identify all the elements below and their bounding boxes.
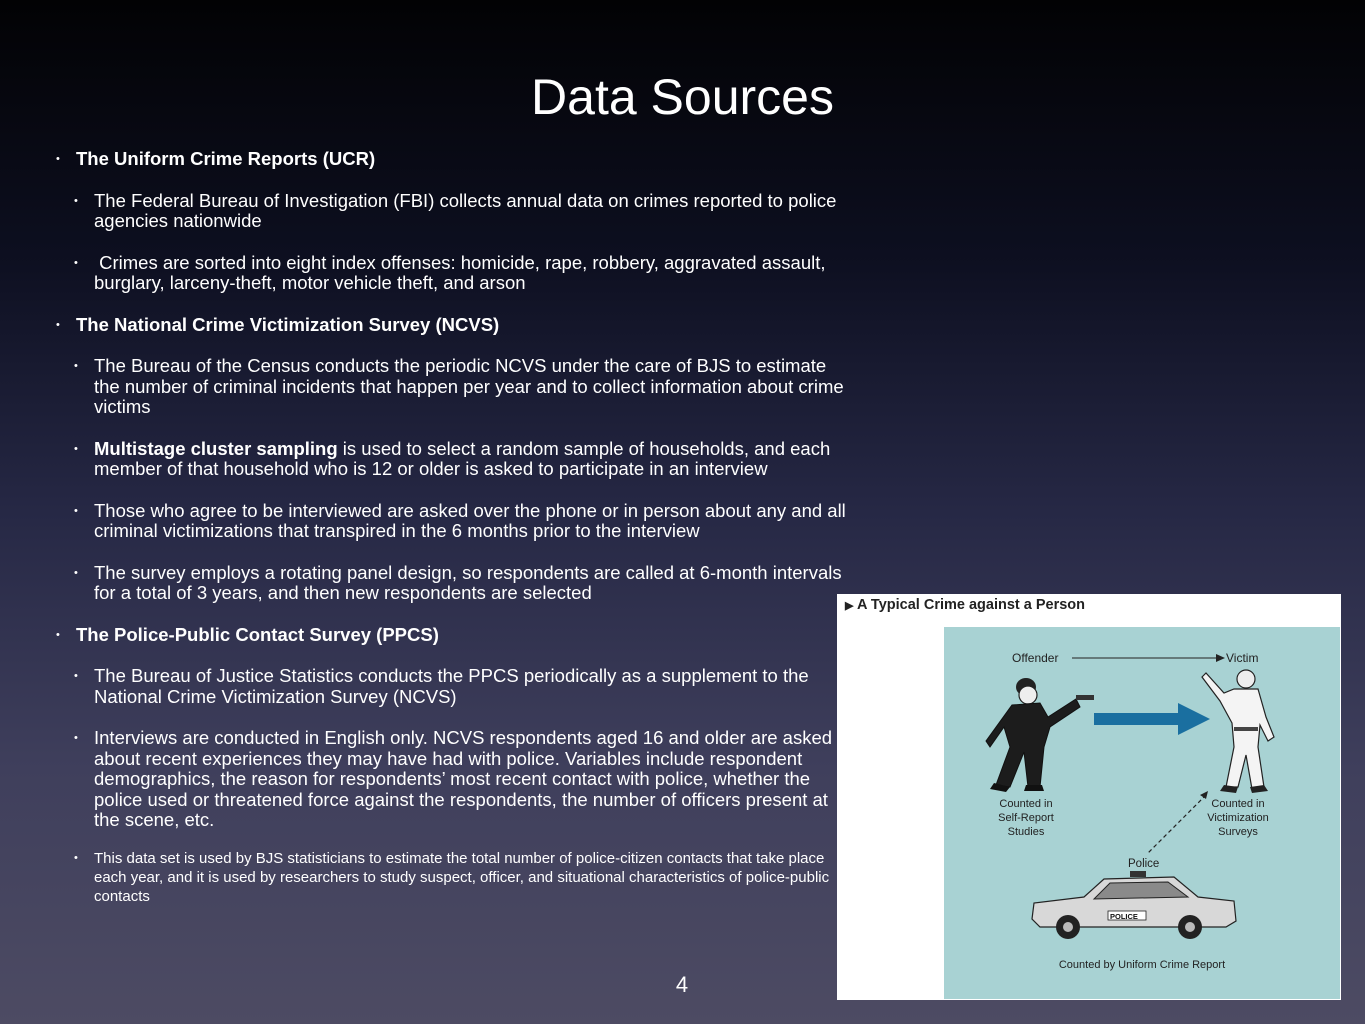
bullet-ncvs-sampling — [56, 439, 846, 480]
bullet-ppcs-usage: • This data set is used by BJS statisticians to estimate the total number of police-citizen contacts that take place each year, and it is used by researchers to study suspect, officer, and situational characteristics of police-public contacts — [56, 849, 846, 906]
bullet-ncvs-census: • The Bureau of the Census conducts the periodic NCVS under the care of BJS to estimate the number of criminal incidents that happen per year and to collect information about crime victims — [56, 356, 846, 418]
figure-title-text: A Typical Crime against a Person — [856, 597, 1086, 613]
bullet-ppcs-bjs: • The Bureau of Justice Statistics conducts the PPCS periodically as a supplement to the National Crime Victimization Survey (NCVS) — [56, 666, 846, 707]
crime-figure — [837, 594, 1341, 1000]
victimization-line-2: Victimization — [1207, 812, 1269, 824]
page-number: 4 — [675, 972, 689, 997]
bullet-ucr-index-offenses: • Crimes are sorted into eight index offenses: homicide, rape, robbery, aggravated assault, burglary, larceny-theft, motor vehicle theft, and arson — [56, 253, 846, 294]
self-report-label — [998, 798, 1054, 838]
victimization-line-3: Surveys — [1218, 826, 1258, 838]
figure-panel — [944, 627, 1340, 999]
crime-diagram — [944, 627, 1340, 999]
bullet-heading-ppcs: • The Police-Public Contact Survey (PPCS) — [56, 625, 846, 646]
crime-arrow-icon — [1094, 703, 1210, 735]
slide-title: Data Sources — [531, 69, 834, 125]
offender-label: Offender — [1012, 651, 1059, 665]
bullet-ucr-fbi: • The Federal Bureau of Investigation (FBI) collects annual data on crimes reported to police agencies nationwide — [56, 191, 846, 232]
bullet-ppcs-interviews: • Interviews are conducted in English only. NCVS respondents aged 16 and older are asked about recent experiences they may have had with police. Variables include respondent demographics, the reason for respondents’ most recent contact with police, whether the police used or threatened force against the respondents, the number of officers present at the scene, etc. — [56, 728, 846, 831]
victim-label: Victim — [1226, 651, 1259, 665]
police-label: Police — [1128, 858, 1160, 870]
bullet-ncvs-sampling-rest: is used to select a random sample of households, and each member of that household who is 12 or older is asked to participate in an interview — [94, 437, 831, 479]
victimization-label — [1207, 798, 1269, 838]
bullet-list — [56, 149, 846, 927]
bullet-heading-ucr: • The Uniform Crime Reports (UCR) — [56, 149, 846, 170]
bullet-ncvs-sampling-bold: Multistage cluster sampling — [94, 437, 338, 459]
play-triangle-icon: ▶ — [845, 600, 854, 612]
bullet-ncvs-interview: • Those who agree to be interviewed are asked over the phone or in person about any and all criminal victimizations that transpired in the 6 months prior to the interview — [56, 501, 846, 542]
victim-figure-icon — [1202, 670, 1274, 793]
bullet-heading-ncvs: • The National Crime Victimization Survey (NCVS) — [56, 315, 846, 336]
offender-figure-icon — [986, 678, 1094, 792]
self-report-line-3: Studies — [1007, 826, 1045, 838]
police-car-text: POLICE — [1110, 912, 1138, 921]
self-report-line-1: Counted in — [999, 798, 1053, 810]
line-arrowhead-icon — [1216, 654, 1225, 662]
figure-title — [845, 597, 1085, 613]
police-car-icon — [1032, 871, 1236, 939]
victimization-line-1: Counted in — [1211, 798, 1265, 810]
bullet-ncvs-panel: • The survey employs a rotating panel design, so respondents are called at 6-month intervals for a total of 3 years, and then new respondents are selected — [56, 563, 846, 604]
report-dashed-line — [1148, 795, 1206, 853]
self-report-line-2: Self-Report — [998, 812, 1054, 824]
ucr-label: Counted by Uniform Crime Report — [1058, 959, 1226, 971]
